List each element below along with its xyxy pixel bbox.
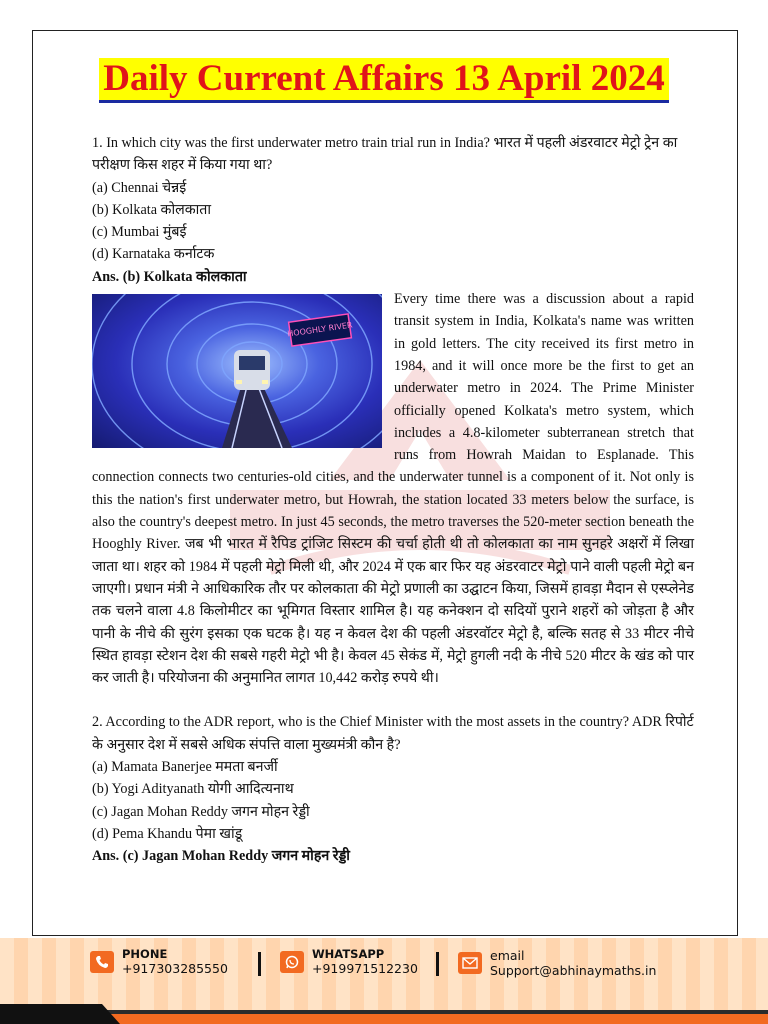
phone-label: PHONE	[122, 947, 168, 961]
phone-value: +917303285550	[122, 961, 228, 976]
spacer	[92, 689, 694, 711]
q2-option-b: (b) Yogi Adityanath योगी आदित्यनाथ	[92, 781, 294, 798]
q2-option-c: (c) Jagan Mohan Reddy जगन मोहन रेड्डी	[92, 803, 310, 820]
footer	[0, 938, 768, 1024]
footer-divider-1	[258, 952, 261, 976]
whatsapp-label: WHATSAPP	[312, 947, 385, 961]
page-title: Daily Current Affairs 13 April 2024	[99, 58, 669, 103]
q1-option-c: (c) Mumbai मुंबई	[92, 224, 187, 241]
q1-option-a: (a) Chennai चेन्नई	[92, 179, 187, 196]
main-content	[92, 132, 694, 868]
question-1-block	[92, 132, 694, 288]
whatsapp-value: +919971512230	[312, 961, 418, 976]
question-2-text: 2. According to the ADR report, who is the Chief Minister with the most assets in the country? ADR रिपोर्ट के अनुसार देश में सबसे अधिक संपत्ति वाला मुख्यमंत्री कौन है?	[92, 714, 694, 753]
q1-answer: Ans. (b) Kolkata कोलकाता	[92, 268, 247, 285]
footer-stripe-orange	[60, 1014, 768, 1024]
q2-option-a: (a) Mamata Banerjee ममता बनर्जी	[92, 759, 278, 776]
whatsapp-contact[interactable]	[280, 948, 418, 976]
q2-option-d: (d) Pema Khandu पेमा खांडू	[92, 825, 243, 842]
question-1-text: 1. In which city was the first underwater metro train trial run in India? भारत में पहली अंडरवाटर मेट्रो ट्रेन का परीक्षण किस शहर में किया गया था?	[92, 135, 678, 174]
q1-option-d: (d) Karnataka कर्नाटक	[92, 246, 215, 263]
tunnel-illustration	[92, 294, 382, 448]
email-label: email	[490, 948, 525, 963]
email-value: Support@abhinaymaths.in	[490, 963, 657, 978]
q2-answer: Ans. (c) Jagan Mohan Reddy जगन मोहन रेड्डी	[92, 848, 350, 865]
question-2-block	[92, 711, 694, 867]
image-sign-text: HOOGHLY RIVER	[286, 320, 354, 339]
whatsapp-icon	[280, 951, 304, 973]
title-container	[0, 58, 768, 103]
q1-option-b: (b) Kolkata कोलकाता	[92, 201, 212, 218]
email-icon	[458, 952, 482, 974]
email-contact[interactable]	[458, 948, 656, 978]
phone-contact[interactable]	[90, 948, 228, 976]
phone-icon	[90, 951, 114, 973]
q1-explanation: Every time there was a discussion about a rapid transit system in India, Kolkata's name was written in gold letters. The city received its first metro in 1984, and it will once more be the first to get an underwater metro in 2024. The Prime Minister officially opened Kolkata's metro system, which includes a 4.8-kilometer subterranean stretch that runs from Howrah Maidan to Esplanade. This connection connects two centuries-old cities, and the underwater tunnel is a component of it. Not only is this the nation's first underwater metro, but Howrah, the station located 33 meters below the surface, is also the country's deepest metro. In just 45 seconds, the metro traverses the 520-meter section beneath the Hooghly River. जब भी भारत में रैपिड ट्रांजिट सिस्टम की चर्चा होती थी तो कोलकाता का नाम सुनहरे अक्षरों में लिखा जाता था। शहर को 1984 में पहली मेट्रो मिली थी, और 2024 में एक बार फिर यह अंडरवाटर मेट्रो पाने वाली पहली मेट्रो बन जाएगी। प्रधान मंत्री ने आधिकारिक तौर पर कोलकाता की मेट्रो प्रणाली का उद्घाटन किया, जिसमें हावड़ा मैदान से एस्प्लेनेड तक चलने वाला 4.8 किलोमीटर का भूमिगत विस्तार शामिल है। यह कनेक्शन दो सदियों पुराने शहरों को जोड़ता है और पानी के नीचे की सुरंग इसका एक घटक है। यह न केवल देश की पहली अंडरवॉटर मेट्रो है, बल्कि सतह से 33 मीटर नीचे स्थित हावड़ा स्टेशन देश की सबसे गहरी मेट्रो भी है। केवल 45 सेकंड में, मेट्रो हुगली नदी के नीचे 520 मीटर के खंड को पार कर जाती है। परियोजना की अनुमानित लागत 10,442 करोड़ रुपये थी।	[92, 291, 694, 687]
metro-tunnel-image	[92, 294, 382, 448]
footer-stripe-corner	[0, 1004, 120, 1024]
contact-bar	[74, 948, 694, 988]
footer-divider-2	[436, 952, 439, 976]
